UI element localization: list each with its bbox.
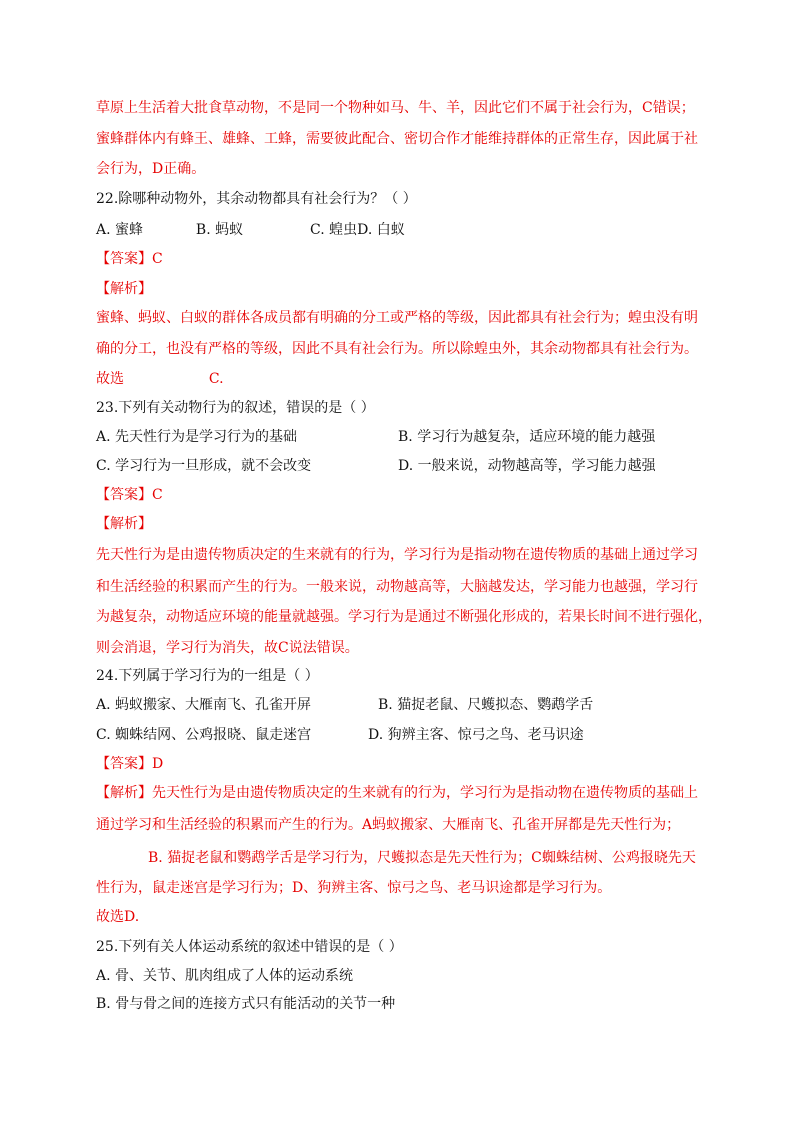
q22-conclusion-choice: C.: [208, 371, 224, 387]
q24-analysis-text-1: 先天性行为是由遗传物质决定的生来就有的行为，学习行为是指动物在遗传物质的基础上: [152, 785, 698, 801]
q25-option-b: B. 骨与骨之间的连接方式只有能活动的关节一种: [96, 996, 396, 1012]
q22-option-b: B. 蚂蚁: [195, 222, 244, 238]
q23-analysis-line-3: 为越复杂，动物适应环境的能量就越强。学习行为是通过不断强化形成的，若果长时间不进行强化，: [96, 609, 712, 625]
prev-analysis-line-2: 蜜蜂群体内有蜂王、雄蜂、工蜂，需要彼此配合、密切合作才能维持群体的正常生存，因此属于社: [96, 131, 698, 147]
q24-conclusion: 故选D.: [96, 909, 140, 925]
q22-conclusion-prefix: 故选: [96, 371, 124, 387]
q24-option-b: B. 猫捉老鼠、尺蠖拟态、鹦鹉学舌: [378, 697, 594, 713]
q22-options: [96, 220, 405, 240]
prev-analysis-line-3: 会行为，D正确。: [96, 161, 206, 177]
q22-answer: 【答案】C: [96, 251, 163, 267]
q24-analysis-line-3: B. 猫捉老鼠和鹦鹉学舌是学习行为，尺蠖拟态是先天性行为；C蜘蛛结树、公鸡报晓先天: [148, 850, 696, 866]
q23-option-a: A. 先天性行为是学习行为的基础: [96, 429, 298, 445]
q24-analysis-line-1: [96, 783, 698, 803]
q23-analysis-line-4: 则会消退，学习行为消失，故C说法错误。: [96, 640, 359, 656]
q23-option-b: B. 学习行为越复杂，适应环境的能力越强: [398, 429, 656, 445]
q22-conclusion: [96, 369, 224, 389]
prev-analysis-line-1: 草原上生活着大批食草动物，不是同一个物种如马、牛、羊，因此它们不属于社会行为，C错误；: [96, 100, 695, 116]
q23-option-c: C. 学习行为一旦形成，就不会改变: [96, 458, 312, 474]
q24-option-a: A. 蚂蚁搬家、大雁南飞、孔雀开屏: [96, 697, 312, 713]
q25-option-a: A. 骨、关节、肌肉组成了人体的运动系统: [96, 968, 354, 984]
q24-option-d: D. 狗辨主客、惊弓之鸟、老马识途: [368, 727, 584, 743]
q22-option-a: A. 蜜蜂: [96, 222, 144, 238]
q23-stem: 23.下列有关动物行为的叙述，错误的是（ ）: [96, 400, 375, 416]
q24-analysis-label: 【解析】: [96, 785, 152, 801]
q24-analysis-line-2: 通过学习和生活经验的积累而产生的行为。A蚂蚁搬家、大雁南飞、孔雀开屏都是先天性行为；: [96, 817, 681, 833]
q24-stem: 24.下列属于学习行为的一组是（ ）: [96, 668, 319, 684]
q22-stem: 22.除哪种动物外，其余动物都具有社会行为？（ ）: [96, 191, 417, 207]
q22-analysis-line-2: 确的分工，也没有严格的等级，因此不具有社会行为。所以除蝗虫外，其余动物都具有社会行为。: [96, 341, 698, 357]
q24-analysis-line-4: 性行为，鼠走迷宫是学习行为；D、狗辨主客、惊弓之鸟、老马识途都是学习行为。: [96, 880, 612, 896]
q22-analysis-line-1: 蜜蜂、蚂蚁、白蚁的群体各成员都有明确的分工或严格的等级，因此都具有社会行为；蝗虫没有明: [96, 310, 698, 326]
q23-analysis-line-2: 和生活经验的积累而产生的行为。一般来说，动物越高等，大脑越发达，学习能力也越强，学习行: [96, 579, 698, 595]
q22-option-cd: C. 蝗虫D. 白蚁: [310, 222, 405, 238]
q23-option-d: D. 一般来说，动物越高等，学习能力越强: [398, 458, 656, 474]
q24-answer: 【答案】D: [96, 756, 164, 772]
q24-option-c: C. 蜘蛛结网、公鸡报晓、鼠走迷宫: [96, 727, 312, 743]
q23-analysis-line-1: 先天性行为是由遗传物质决定的生来就有的行为，学习行为是指动物在遗传物质的基础上通过学习: [96, 547, 698, 563]
q23-answer: 【答案】C: [96, 487, 163, 503]
q25-stem: 25.下列有关人体运动系统的叙述中错误的是（ ）: [96, 939, 403, 955]
q23-analysis-label: 【解析】: [96, 516, 152, 532]
q22-analysis-label: 【解析】: [96, 281, 152, 297]
